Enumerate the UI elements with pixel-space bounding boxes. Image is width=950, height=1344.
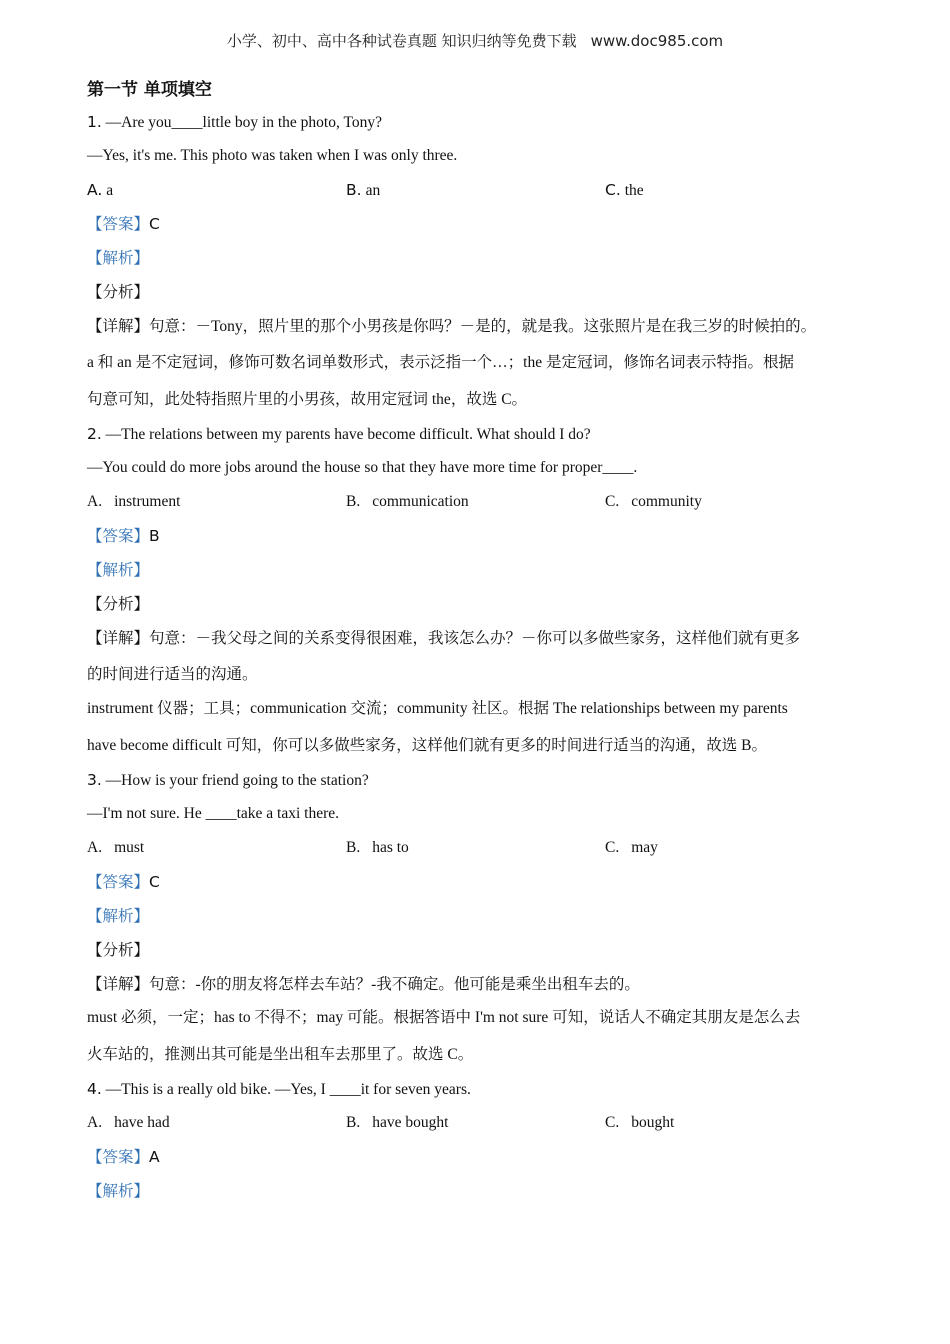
option-text: must [114, 839, 145, 856]
answer-line [87, 870, 887, 904]
analysis-line [87, 904, 887, 938]
option-letter: B. [346, 1114, 361, 1131]
option-letter: A. [87, 493, 103, 510]
option-b[interactable] [346, 1111, 605, 1145]
analysis-line [87, 246, 887, 280]
detail-text: 句意：－Tony，照片里的那个小男孩是你吗？－是的，就是我。这张照片是在我三岁的时候拍的。 [149, 318, 817, 335]
detail-line: 句意可知，此处特指照片里的小男孩，故用定冠词 the，故选 C。 [87, 391, 528, 408]
header-text: 小学、初中、高中各种试卷真题 知识归纳等免费下载 [226, 32, 577, 50]
option-a[interactable] [87, 1111, 346, 1145]
fenxi-label: 【分析】 [87, 941, 150, 959]
detail-label: 【详解】 [87, 629, 150, 647]
answer-value: B [149, 527, 160, 545]
analysis-label: 【解析】 [87, 907, 150, 925]
option-text: instrument [114, 493, 181, 510]
detail-text: 句意：-你的朋友将怎样去车站？-我不确定。他可能是乘坐出租车去的。 [149, 976, 640, 993]
header-url[interactable]: www.doc985.com [590, 32, 724, 50]
option-text: may [631, 839, 658, 856]
answer-label: 【答案】 [87, 1148, 150, 1166]
question-4 [87, 1077, 887, 1213]
answer-line [87, 1145, 887, 1179]
answer-value: C [149, 215, 160, 233]
answer-value: C [149, 873, 160, 891]
question-3 [87, 768, 887, 1077]
option-text: has to [372, 839, 409, 856]
question-line: —The relations between my parents have become difficult. What should I do? [105, 426, 591, 443]
option-text: have had [114, 1114, 170, 1131]
option-c[interactable] [605, 178, 864, 212]
answer-label: 【答案】 [87, 873, 150, 891]
fenxi-label: 【分析】 [87, 283, 150, 301]
answer-line [87, 212, 887, 246]
option-a[interactable] [87, 490, 346, 524]
option-letter: B. [346, 181, 362, 199]
question-number: 4. [87, 1080, 102, 1098]
option-letter: A. [87, 181, 103, 199]
question-stem [87, 1077, 887, 1111]
page-header [0, 30, 950, 51]
option-letter: A. [87, 839, 103, 856]
analysis-line [87, 558, 887, 592]
option-letter: C. [605, 1114, 620, 1131]
question-line: —Are you____little boy in the photo, Tony? [105, 114, 382, 131]
options-row [87, 836, 887, 870]
option-letter: C. [605, 839, 620, 856]
question-line: —I'm not sure. He ____take a taxi there. [87, 805, 340, 822]
options-row [87, 1111, 887, 1145]
answer-value: A [149, 1148, 160, 1166]
option-letter: C. [605, 181, 621, 199]
option-c[interactable] [605, 1111, 864, 1145]
option-text: community [631, 493, 702, 510]
option-text: have bought [372, 1114, 449, 1131]
fenxi-label: 【分析】 [87, 595, 150, 613]
fenxi-line [87, 592, 887, 626]
detail-line [87, 314, 887, 351]
option-text: bought [631, 1114, 675, 1131]
section-title: 第一节 单项填空 [87, 80, 212, 100]
question-1 [87, 110, 887, 422]
analysis-label: 【解析】 [87, 1182, 150, 1200]
options-row [87, 490, 887, 524]
detail-line: instrument 仪器；工具；communication 交流；community 社区。根据 The relationships between my parents [87, 700, 788, 717]
question-number: 2. [87, 425, 102, 443]
detail-line: must 必须，一定；has to 不得不；may 可能。根据答语中 I'm not sure 可知，说话人不确定其朋友是怎么去 [87, 1009, 801, 1026]
options-row [87, 178, 887, 212]
option-letter: A. [87, 1114, 103, 1131]
analysis-line [87, 1179, 887, 1213]
detail-text: 句意：－我父母之间的关系变得很困难，我该怎么办？－你可以多做些家务，这样他们就有更多 [149, 630, 801, 647]
question-line: —You could do more jobs around the house so that they have more time for proper____. [87, 459, 638, 476]
option-c[interactable] [605, 836, 864, 870]
question-line: —Yes, it's me. This photo was taken when I was only three. [87, 147, 458, 164]
option-letter: B. [346, 493, 361, 510]
detail-line [87, 626, 887, 663]
answer-line [87, 524, 887, 558]
option-a[interactable] [87, 836, 346, 870]
analysis-label: 【解析】 [87, 249, 150, 267]
detail-line: 火车站的，推测出其可能是坐出租车去那里了。故选 C。 [87, 1046, 474, 1063]
option-b[interactable] [346, 178, 605, 212]
detail-label: 【详解】 [87, 317, 150, 335]
question-number: 3. [87, 771, 102, 789]
analysis-label: 【解析】 [87, 561, 150, 579]
detail-line [87, 972, 887, 1006]
answer-label: 【答案】 [87, 215, 150, 233]
detail-line: a 和 an 是不定冠词，修饰可数名词单数形式，表示泛指一个…；the 是定冠词，修饰名词表示特指。根据 [87, 354, 794, 371]
document-content [87, 78, 887, 1213]
option-a[interactable] [87, 178, 346, 212]
question-line: —How is your friend going to the station? [105, 772, 369, 789]
option-text: the [624, 182, 644, 199]
option-b[interactable] [346, 836, 605, 870]
detail-line: 的时间进行适当的沟通。 [87, 666, 258, 683]
question-line: —This is a really old bike. —Yes, I ____it for seven years. [105, 1081, 471, 1098]
option-b[interactable] [346, 490, 605, 524]
fenxi-line [87, 280, 887, 314]
option-letter: B. [346, 839, 361, 856]
question-2 [87, 422, 887, 768]
answer-label: 【答案】 [87, 527, 150, 545]
question-stem [87, 110, 887, 144]
option-c[interactable] [605, 490, 864, 524]
question-stem [87, 768, 887, 802]
option-text: communication [372, 493, 469, 510]
option-text: a [106, 182, 114, 199]
option-text: an [365, 182, 381, 199]
question-number: 1. [87, 113, 102, 131]
question-stem [87, 422, 887, 456]
detail-line: have become difficult 可知，你可以多做些家务，这样他们就有更多的时间进行适当的沟通，故选 B。 [87, 737, 767, 754]
fenxi-line [87, 938, 887, 972]
detail-label: 【详解】 [87, 975, 150, 993]
option-letter: C. [605, 493, 620, 510]
